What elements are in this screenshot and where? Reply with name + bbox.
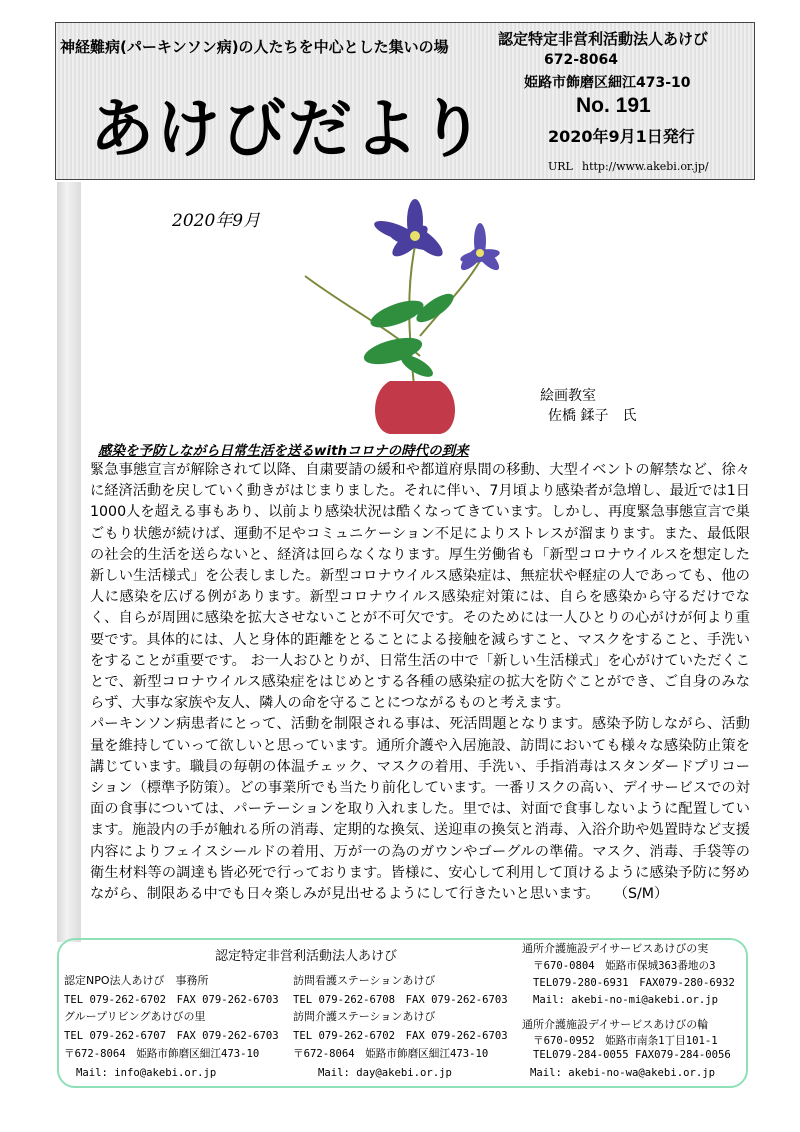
day-email-link[interactable]: Mail: day@akebi.or.jp <box>318 1067 452 1079</box>
group-living-heading: グループリビングあけびの里 <box>64 1010 206 1023</box>
url-label: URL <box>548 160 573 173</box>
day-service-mi-phone: TEL079-280-6931 FAX079-280-6932 <box>533 977 735 989</box>
month-label: 2020年9月 <box>172 211 261 231</box>
flower-painting <box>285 196 525 436</box>
org-zip: 672-8064 <box>544 52 618 68</box>
day-service-wa-heading: 通所介護施設デイサービスあけびの輪 <box>522 1018 709 1031</box>
footer-org-name: 認定特定非営利活動法人あけび <box>215 949 398 964</box>
org-name: 認定特定非営利活動法人あけび <box>498 30 709 48</box>
day-service-mi-address: 〒670-0804 姫路市保城363番地の3 <box>533 960 716 972</box>
article-body <box>90 460 750 905</box>
day-service-mi-heading: 通所介護施設デイサービスあけびの実 <box>522 942 709 955</box>
article-heading: 感染を予防しながら日常生活を送るwithコロナの時代の到来 <box>98 443 469 459</box>
flower-blossom-large <box>372 199 447 261</box>
article-paragraph: 緊急事態宣言が解除されて以降、自粛要請の緩和や都道府県間の移動、大型イベントの解禁など、徐々に経済活動を戻していく動きがはじまりました。それに伴い、7月頃より感染者が急増し、最近では1日1000人を超える事もあり、以前より感染状況は酷くなってきています。しかし、再度緊急事態宣言で巣ごもり状態が続けば、運動不足やコミュニケーション不足によりストレスが溜まります。また、最低限の社会的生活を送らないと、経済は回らなくなります。厚生労働省も「新型コロナウイルスを想定した新しい生活様式」を公表しました。新型コロナウイルス感染症は、無症状や軽症の人であっても、他の人に感染を広げる例があります。新型コロナウイルス感染症対策には、自らを感染から守るだけでなく、自らが周囲に感染を拡大させないことが不可欠です。そのためには一人ひとりの心がけが何より重要です。具体的には、人と身体的距離をとることによる接触を減らすこと、マスクをすること、手洗いをすることが重要です。 お一人おひとりが、日常生活の中で「新しい生活様式」を心がけていただくことで、新型コロナウイルス感染症をはじめとする各種の感染症の拡大を防ぐことができ、ご自身のみならず、大事な家族や友人、隣人の命を守ることにつながるものと考えます。 <box>90 462 750 712</box>
visiting-care-phone: TEL 079-262-6702 FAX 079-262-6703 <box>293 1030 508 1042</box>
flower-blossom-small <box>457 223 502 274</box>
day-service-wa-address: 〒670-0952 姫路市南条1丁目101-1 <box>533 1035 718 1047</box>
article-paragraph: パーキンソン病患者にとって、活動を制限される事は、死活問題となります。感染予防しながら、活動量を維持していって欲しいと思っています。通所介護や入居施設、訪問においても様々な感染防止策を講じています。職員の毎朝の体温チェック、マスクの着用、手洗い、手指消毒はスタンダードプリコーション（標準予防策）。どの事業所でも当たり前化しています。一番リスクの高い、デイサービスでの対面の食事については、パーテーションを取り入れました。里では、対面で食事しないように配置しています。施設内の手が触れる所の消毒、定期的な換気、送迎車の換気と消毒、入浴介助や処置時など支援内容によりフェイスシールドの着用、万が一の為のガウンやゴーグルの準備。マスク、消毒、手袋等の衛生材料等の調達も皆必死で行っております。皆様に、安心して利用して頂けるように感染予防に努めながら、制限ある中でも日々楽しみが見出せるようにして行きたいと思います。 （S/M） <box>90 716 750 903</box>
masthead-tagline: 神経難病(パーキンソン病)の人たちを中心とした集いの場 <box>60 38 449 56</box>
issue-number: No. 191 <box>576 94 651 117</box>
day-service-wa-email-link[interactable]: Mail: akebi-no-wa@akebi.or.jp <box>530 1067 715 1079</box>
artwork-caption-class: 絵画教室 <box>540 388 596 404</box>
decorative-sidebar <box>57 182 81 942</box>
office-address: 〒672-8064 姫路市飾磨区細江473-10 <box>64 1048 260 1060</box>
office-email-link[interactable]: Mail: info@akebi.or.jp <box>76 1067 217 1079</box>
website-link[interactable]: http://www.akebi.or.jp/ <box>582 160 709 173</box>
office-heading: 認定NPO法人あけび 事務所 <box>64 974 209 987</box>
issue-date: 2020年9月1日発行 <box>548 127 695 146</box>
group-living-phone: TEL 079-262-6707 FAX 079-262-6703 <box>64 1030 279 1042</box>
visiting-nurse-heading: 訪問看護ステーションあけび <box>293 974 436 987</box>
newsletter-title: あけびだより <box>90 92 486 167</box>
org-address: 姫路市飾磨区細江473-10 <box>524 75 691 91</box>
visiting-care-heading: 訪問介護ステーションあけび <box>293 1010 436 1023</box>
day-service-wa-phone: TEL079-284-0055 FAX079-284-0056 <box>533 1049 731 1061</box>
artwork-caption-artist: 佐橋 鍒子 氏 <box>548 408 637 424</box>
day-service-mi-email-link[interactable]: Mail: akebi-no-mi@akebi.or.jp <box>533 994 718 1006</box>
office-phone: TEL 079-262-6702 FAX 079-262-6703 <box>64 994 279 1006</box>
visiting-address: 〒672-8064 姫路市飾磨区細江473-10 <box>293 1048 489 1060</box>
vase <box>375 381 455 434</box>
visiting-nurse-phone: TEL 079-262-6708 FAX 079-262-6703 <box>293 994 508 1006</box>
